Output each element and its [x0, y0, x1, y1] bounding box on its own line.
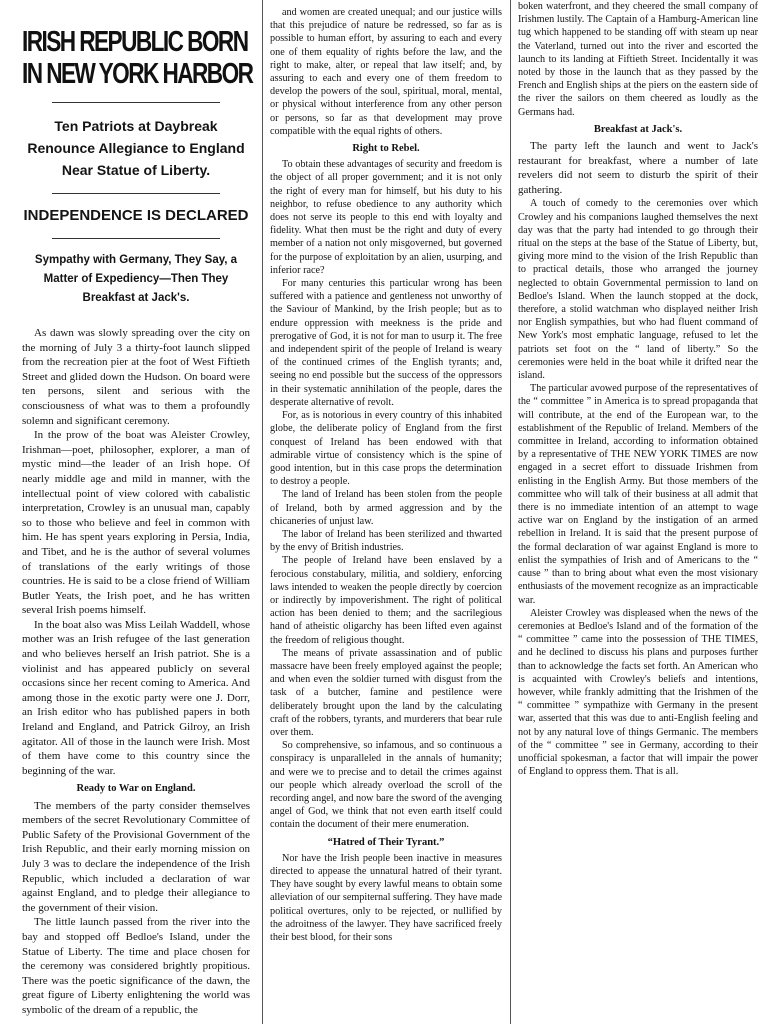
article-paragraph: For many centuries this particular wrong has been suffered with a patience and gentleness not unworthy of the Saviour of Mankind, by the Irish people; but as to endure oppression with meekness is the pride and prerogative of God, it is not for man to usurp it. The free and independent spirit of the people of Ireland is weary of the continued crimes of the English tyrants; and, seeing no end possible but the success of the oppressors in their systematic annihilation of the people, dares the desperate alternative of revolt. — [270, 278, 502, 408]
article-paragraph: The land of Ireland has been stolen from the people of Ireland, both by armed aggression and by the chicaneries of unjust law. — [270, 489, 502, 527]
article-paragraph: The members of the party consider themselves members of the secret Revolutionary Committee of Public Safety of the Provisional Government of the Irish Republic, and their early morning mission on July 3 was to declare the independence of the Irish Republic, which included a declaration of war against England, and to pledge their allegiance to the government of their vision. — [22, 799, 250, 914]
article-paragraph: In the prow of the boat was Aleister Crowley, Irishman—poet, philosopher, explorer, a man of mystic mind—the leader of an Irish hope. Of nearly middle age and mild in manner, with the intellectual point of view colored with cabalistic interpretation, Crowley is an unusual man, capably so to those who believe and feel in common with him. He has spent years exploring in Persia, India, and Tibet, and he is the author of several volumes of translations of the early writings of those countries. He is said to be a close friend of William Butler Yeats, the Irish poet, and he has written several Irish poems himself. — [22, 429, 250, 617]
column-rule — [262, 0, 263, 1024]
article-paragraph: A touch of comedy to the ceremonies over which Crowley and his companions laughed themselves the next day was that the party had intended to go through their ritual on the steps at the base of the Statue of Liberty, but, giving more mind to the vision of the Irish Republic than to practical details, those who arranged the journey neglected to obtain Governmental permission to land on Bedloe's Island. When the launch stopped at the dock, therefore, a stolid watchman who displayed neither Irish nor English sympathies, but who had fluent command of New York's most emphatic language, refused to let the patriots set foot on the “ land of liberty.” So the ceremonies were held in the boat while it drifted near the island. — [518, 198, 758, 382]
article-paragraph: The means of private assassination and of public massacre have been freely employed against the people; and when even the soldier turned with disgust from the task of a butcher, famine and pestilence were deliberately brought upon the land by the calculating craft of the robbers, tyrants, and murderers that bear rule over them. — [270, 647, 502, 738]
article-paragraph: The labor of Ireland has been sterilized and thwarted by the envy of British industries. — [270, 528, 502, 554]
article-paragraph: Nor have the Irish people been inactive in measures directed to appease the unnatural hatred of their tyrant. They have sought by every lawful means to obtain some alleviation of our sempiternal suffering. They have made political overtures, only to be rejected, or nullified by the adroitness of the lawyer. They have sacrificed freely their best blood, for their sons — [270, 852, 502, 944]
article-paragraph: To obtain these advantages of security and freedom is the object of all proper government; and it is not only the right of every man for himself, but his duty to his neighbor, to refuse obedience to any authority which does not serve its people to this end with loyalty and fidelity. What then must be the right and duty of every member of a nation not only misgoverned, but governed for the purpose of exploitation by an alien, usurping, and inferior race? — [270, 159, 502, 276]
headline-line-1: IRISH REPUBLIC BORN — [22, 26, 248, 58]
article-paragraph: For, as is notorious in every country of this inhabited globe, the deliberate policy of England from the first conquest of Ireland has been endowed with that admirable virtue of consistency which is the spine of good intention, but in this case props the determination to destroy a people. — [270, 410, 502, 488]
article-paragraph: In the boat also was Miss Leilah Waddell, whose mother was an Irish refugee of the last generation and who believes herself an Irish patriot. She is a violinist and has appeared publicly on several occasions since her recent coming to America. And among those in the exotic party were one J. Dorr, an Irish editor who has published papers in both Ireland and England, and Patrick Gilroy, an Irish agitator. All of those in the launch were Irish. Most of them have come to this country since the beginning of the war. — [22, 618, 250, 777]
deck-summary: Sympathy with Germany, They Say, a Matter of Expediency—Then They Breakfast at Jack's. — [34, 254, 238, 304]
article-paragraph: and women are created unequal; and our justice wills that this prejudice of nature be redressed, so far as is possible to human effort, by assuring to each and every one of them equality of rights before the law, and the right to make, alter, or repeal that law itself; and, by assuring to each and every one of them freedom to develop the powers of the soul, spiritual, moral, mental, or physical without interference from any other person or persons, so far as that development may prove compatible with the equal rights of others. — [270, 7, 502, 137]
column-2 — [264, 0, 508, 1024]
column-1 — [0, 0, 258, 1024]
section-subhead: Breakfast at Jack's. — [593, 123, 683, 135]
divider — [52, 193, 220, 194]
article-paragraph: As dawn was slowly spreading over the city on the morning of July 3 a thirty-foot launch slipped from the recreation pier at the foot of West Fiftieth Street and glided down the Hudson. On board were ten persons, silent and serious with the consciousness of what was to them a profoundly solemn and significant ceremony. — [22, 327, 250, 427]
column-3 — [512, 0, 764, 1024]
divider — [52, 102, 220, 103]
section-subhead: “Hatred of Their Tyrant.” — [327, 836, 445, 848]
column-rule — [510, 0, 511, 1024]
article-paragraph: So comprehensive, so infamous, and so continuous a conspiracy is unparalleled in the annals of humanity; and were we to precise and to detail the crimes against our people which already overload the scroll of the recording angel, and now bare the sword of the avenging angel of God, we think that not even earth itself could contain the document of their mere enumeration. — [270, 740, 502, 831]
article-paragraph: The people of Ireland have been enslaved by a ferocious constabulary, militia, and soldiery, enforcing laws intended to weaken the people directly by coercion or indirectly by impoverishment. The right of political action has been denied to them; and the sacrilegious hand of atheistic oligarchy has been lifted even against the freedom of religious thought. — [270, 555, 502, 646]
deck-subtitle: Ten Patriots at Daybreak Renounce Allegiance to England Near Statue of Liberty. — [27, 118, 245, 178]
article-paragraph: The little launch passed from the river into the bay and stopped off Bedloe's Island, under the Statue of Liberty. The time and place chosen for the ceremony was considered brightly propitious. There was the poetic significance of the dawn, the great figure of Liberty enlightening the world was symbolic of the dream of a republic, the — [22, 916, 250, 1016]
article-paragraph: boken waterfront, and they cheered the small company of Irishmen lustily. The Captain of a Hamburg-American line tug which happened to be standing off with steam up near the Vaterland, turned out into the river and escorted the launch to its landing at Fiftieth Street. Incidentally it was noted by those in the launch that as they passed by the French and English ships at the piers on the eastern side of the river the sailors on them cheered as loudly as the Germans had. — [518, 1, 758, 118]
section-subhead: Right to Rebel. — [352, 143, 420, 155]
divider — [52, 238, 220, 239]
headline-line-2: IN NEW YORK HARBOR — [22, 58, 253, 90]
deck-banner: INDEPENDENCE IS DECLARED — [23, 207, 249, 224]
section-subhead: Ready to War on England. — [76, 783, 196, 795]
article-paragraph: The party left the launch and went to Jack's restaurant for breakfast, where a number of late revelers did not seem to disturb the spirit of their gathering. — [518, 140, 758, 196]
article-paragraph: Aleister Crowley was displeased when the news of the ceremonies at Bedloe's Island and of the formation of the “ committee ” came into the possession of THE TIMES, and he declined to discuss his plans and purposes further than to acknowledge the facts set forth. An American who is acquainted with Crowley's beliefs and intentions, however, while frankly admitting that the Irishmen of the “ committee ” sympathize with Germany in the present war, asserted that this was due to anti-English feeling and not by any natural love of things Germanic. The members of the “ committee ” see in Germany, according to their unofficial spokesman, a factor that will impair the power of England to oppress them. That is all. — [518, 607, 758, 778]
article-paragraph: The particular avowed purpose of the representatives of the “ committee ” in America is to spread propaganda that will contribute, at the end of the European war, to the establishment of the Republic of Ireland. Members of the committee in Ireland, according to information obtained by a representative of THE NEW YORK TIMES are now engaged in a secret effort to dissuade Irishmen from enlisting in the English Army. But those members of the committee who will talk of their business at all admit that there is no immediate intention of an attempt to wage active war on England by the instigation of an armed rebellion in Ireland. It is said that the present purpose of the formal declaration of war against England is more to enlist the sympathies of Irish and of Americans to the “ cause ” than to bring about what even the most visionary enthusiasts of the movement recognize as an impracticable war. — [518, 383, 758, 606]
